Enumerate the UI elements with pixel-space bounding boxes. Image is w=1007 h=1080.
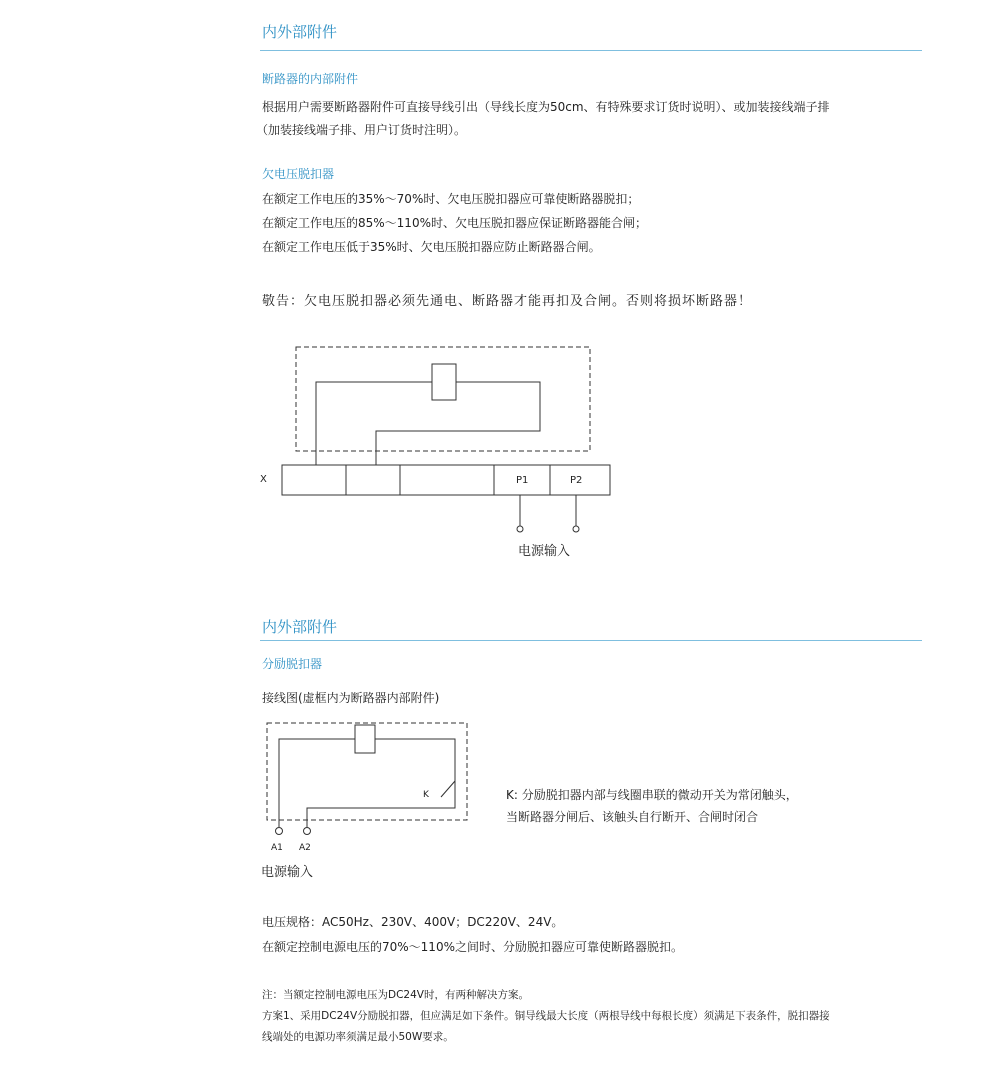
x-label: X xyxy=(260,474,267,485)
undervoltage-line1: 在额定工作电压的35%～70%时、欠电压脱扣器应可靠使断路器脱扣； xyxy=(262,192,640,206)
k-label: K xyxy=(423,790,429,800)
coil xyxy=(355,725,375,753)
note-line3: 线端处的电源功率须满足最小50W要求。 xyxy=(262,1031,454,1043)
section1-subtitle: 断路器的内部附件 xyxy=(262,72,359,86)
p1-label: P1 xyxy=(516,475,529,486)
terminal-p1 xyxy=(517,526,523,532)
section2-title: 内外部附件 xyxy=(262,618,338,636)
note-line1: 注：当额定控制电源电压为DC24V时，有两种解决方案。 xyxy=(262,989,529,1001)
shunt-trip-title: 分励脱扣器 xyxy=(262,657,323,671)
internal-dashed-frame xyxy=(296,347,590,451)
wire-left xyxy=(279,739,355,827)
section2-divider xyxy=(260,640,922,641)
k-note-line1: K: 分励脱扣器内部与线圈串联的微动开关为常闭触头， xyxy=(506,788,798,802)
section1-paragraph-line1: 根据用户需要断路器附件可直接导线引出（导线长度为50cm、有特殊要求订货时说明）、或加装接线端子排 xyxy=(262,100,830,114)
undervoltage-line3: 在额定工作电压低于35%时、欠电压脱扣器应防止断路器合闸。 xyxy=(262,240,601,254)
spec-line2: 在额定控制电源电压的70%～110%之间时、分励脱扣器应可靠使断路器脱扣。 xyxy=(262,940,683,954)
power-input-label: 电源输入 xyxy=(261,865,314,880)
terminal-p2 xyxy=(573,526,579,532)
section1-paragraph-line2: （加装接线端子排、用户订货时注明）。 xyxy=(256,123,467,137)
terminal-a2 xyxy=(304,828,311,835)
undervoltage-wiring-diagram xyxy=(250,335,630,565)
shunt-diagram-caption: 接线图(虚框内为断路器内部附件) xyxy=(262,691,440,705)
internal-dashed-frame xyxy=(267,723,467,820)
k-switch-blade xyxy=(441,781,455,797)
p2-label: P2 xyxy=(570,475,583,486)
undervoltage-title: 欠电压脱扣器 xyxy=(262,167,335,181)
a2-label: A2 xyxy=(299,843,311,853)
wire-k-return xyxy=(307,791,455,827)
undervoltage-line2: 在额定工作电压的85%～110%时、欠电压脱扣器应保证断路器能合闸； xyxy=(262,216,647,230)
spec-line1: 电压规格：AC50Hz、230V、400V；DC220V、24V。 xyxy=(262,915,564,929)
k-note-line2: 当断路器分闸后、该触头自行断开、合闸时闭合 xyxy=(506,810,759,824)
a1-label: A1 xyxy=(271,843,283,853)
wire-left xyxy=(316,382,432,465)
wire-right xyxy=(376,382,540,465)
section1-divider xyxy=(260,50,922,51)
undervoltage-warning: 敬告：欠电压脱扣器必须先通电、断路器才能再扣及合闸。否则将损坏断路器！ xyxy=(262,294,753,309)
coil xyxy=(432,364,456,400)
note-line2: 方案1、采用DC24V分励脱扣器，但应满足如下条件。铜导线最大长度（两根导线中每根长度）须满足下表条件，脱扣器接 xyxy=(262,1010,830,1022)
terminal-strip xyxy=(282,465,610,495)
section1-title: 内外部附件 xyxy=(262,23,338,41)
power-input-label: 电源输入 xyxy=(518,544,571,559)
shunt-wiring-diagram xyxy=(255,715,485,885)
wire-right xyxy=(375,739,455,791)
terminal-a1 xyxy=(276,828,283,835)
